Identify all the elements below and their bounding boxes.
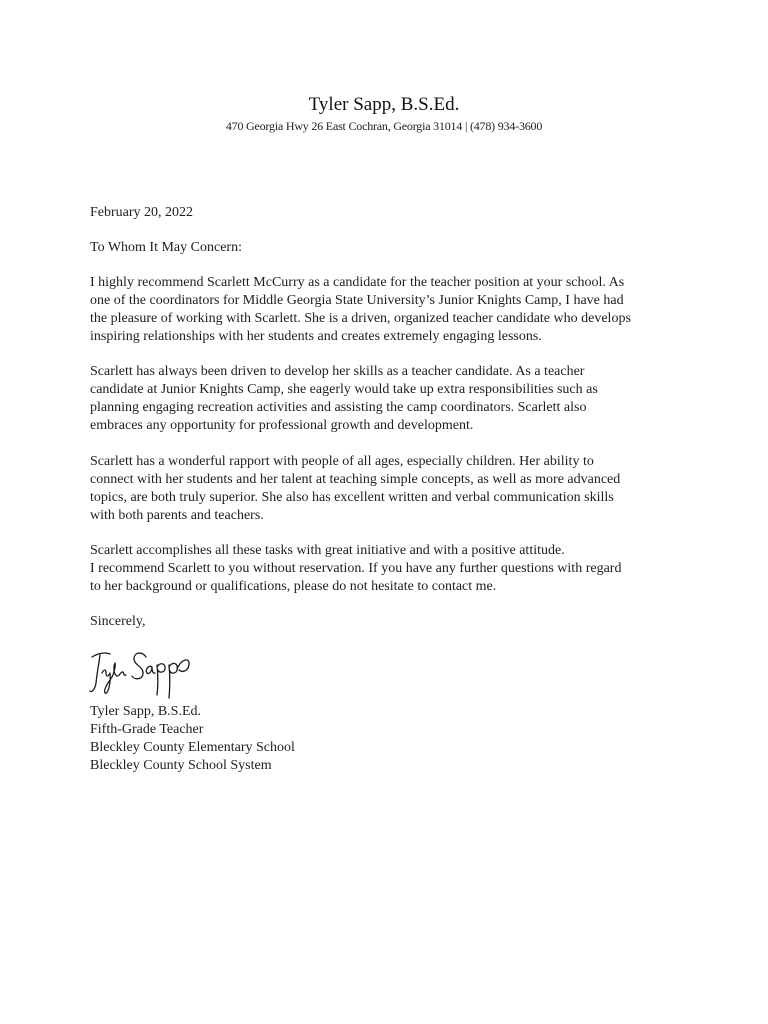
paragraph-line: I recommend Scarlett to you without reservation. If you have any further questions with regard <box>90 560 622 576</box>
letter-salutation: To Whom It May Concern: <box>90 240 242 255</box>
signer-title: Fifth-Grade Teacher <box>90 721 204 737</box>
paragraph-line: one of the coordinators for Middle Georgia State University’s Junior Knights Camp, I have had <box>90 292 624 308</box>
letterhead-address: 470 Georgia Hwy 26 East Cochran, Georgia 31014 | (478) 934-3600 <box>225 119 543 133</box>
paragraph-line: candidate at Junior Knights Camp, she eagerly would take up extra responsibilities such as <box>90 381 598 397</box>
paragraph-4 <box>90 542 690 596</box>
paragraph-line: connect with her students and her talent at teaching simple concepts, as well as more advanced <box>90 471 621 487</box>
paragraph-2 <box>90 363 690 435</box>
paragraph-line: Scarlett has always been driven to develop her skills as a teacher candidate. As a teacher <box>90 364 585 379</box>
paragraph-line: topics, are both truly superior. She also has excellent written and verbal communication skills <box>90 489 614 505</box>
signer-school: Bleckley County Elementary School <box>90 739 295 755</box>
paragraph-line: Scarlett accomplishes all these tasks with great initiative and with a positive attitude. <box>90 543 565 558</box>
signer-system: Bleckley County School System <box>90 757 272 773</box>
handwritten-signature <box>86 643 196 701</box>
paragraph-line: to her background or qualifications, please do not hesitate to contact me. <box>90 578 497 594</box>
paragraph-line: I highly recommend Scarlett McCurry as a candidate for the teacher position at your school. As <box>90 275 625 290</box>
paragraph-line: Scarlett has a wonderful rapport with people of all ages, especially children. Her ability to <box>90 454 594 469</box>
signature-block <box>90 703 295 775</box>
letterhead-name: Tyler Sapp, B.S.Ed. <box>308 94 460 115</box>
paragraph-line: planning engaging recreation activities and assisting the camp coordinators. Scarlett also <box>90 399 587 415</box>
paragraph-line: with both parents and teachers. <box>90 507 264 523</box>
letterhead <box>0 93 768 134</box>
signer-name: Tyler Sapp, B.S.Ed. <box>90 704 202 719</box>
paragraph-3 <box>90 453 690 525</box>
paragraph-1 <box>90 274 690 346</box>
letter-date: February 20, 2022 <box>90 205 194 220</box>
paragraph-line: the pleasure of working with Scarlett. She is a driven, organized teacher candidate who develops <box>90 310 631 326</box>
paragraph-line: inspiring relationships with her students and creates extremely engaging lessons. <box>90 328 542 344</box>
letter-closing: Sincerely, <box>90 614 146 629</box>
paragraph-line: embraces any opportunity for professional growth and development. <box>90 417 474 433</box>
